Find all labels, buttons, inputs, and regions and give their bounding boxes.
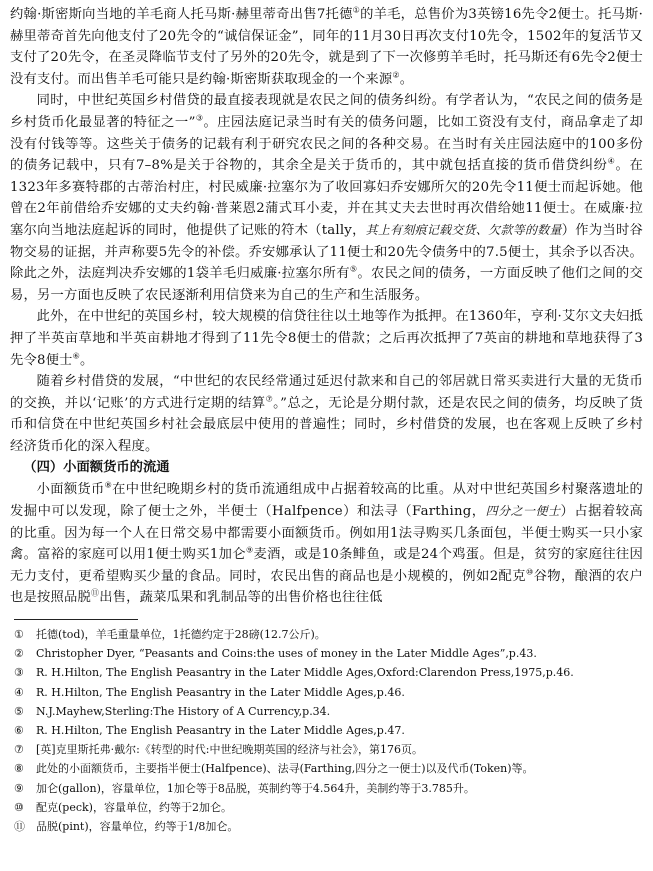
paragraph-text: 在中世纪晚期乡村的货币流通组成中占据着较高的比重。从对中世纪英国乡村聚落遗址的发掘中可以发现，除了便士之外，半便士（Halfpence）和法寻（Farthing，	[10, 482, 644, 520]
footnote	[10, 740, 643, 759]
paragraph-text: 。农民之间的债务，一方面反映了他们之间的交易，另一方面也反映了农民逐渐利用信贷来为自己的生产和生活服务。	[10, 266, 643, 303]
footnote-text: 配克(peck)，容量单位，约等于2加仑。	[36, 800, 232, 814]
footnote	[10, 759, 643, 778]
footnote-number: ②	[14, 647, 24, 661]
footnote-ref[interactable]: ⑧	[104, 481, 113, 491]
footnote-number: ④	[14, 685, 24, 699]
footnote-ref[interactable]: ⑥	[72, 351, 81, 361]
footnote-ref[interactable]: ①	[352, 5, 361, 15]
footnote-ref[interactable]: ⑪	[90, 589, 100, 599]
footnote	[10, 644, 643, 663]
paragraph-text: 谷物，酿酒的农户也是按照品脱	[10, 568, 643, 606]
footnote-number: ⑪	[14, 820, 25, 834]
paragraph-text: 。	[399, 71, 414, 87]
paragraph-text: ）占据着较高的比重。因为每一个人在日常交易中都需要小面额货币。例如用1法寻购买几条面包，半便士购买一只小家禽。富裕的家庭可以用1便士购买1加仑	[10, 504, 644, 563]
footnote-number: ⑥	[14, 724, 24, 738]
paragraph-text: 随着乡村借贷的发展，“中世纪的农民经常通过延迟付款来和自己的邻居就日常买卖进行大量的无货币的交换，并以‘记账’的方式进行定期的结算	[10, 374, 643, 411]
footnote-number: ⑧	[14, 762, 24, 776]
footnote-text: [英]克里斯托弗·戴尔:《转型的时代:中世纪晚期英国的经济与社会》，第176页。	[36, 743, 423, 757]
footnote-ref[interactable]: ③	[195, 113, 204, 123]
paragraph-text: 出售，蔬菜瓜果和乳制品等的出售价格也往往低	[99, 590, 383, 606]
footnote-text: 此处的小面额货币，主要指半便士(Halfpence)、法寻(Farthing,四分之一便士)以及代币(Token)等。	[36, 762, 534, 776]
paragraph-text: 小面额货币	[36, 482, 105, 498]
footnote-ref[interactable]: ⑨	[245, 545, 254, 555]
footnote-text: 托德(tod)，羊毛重量单位，1托德约定于28磅(12.7公斤)。	[36, 628, 326, 642]
footnote-text: Christopher Dyer, “Peasants and Coins:the uses of money in the Later Middle Ages”,p.43.	[36, 647, 537, 661]
paragraph-text: 同时，中世纪英国乡村借贷的最直接表现就是农民之间的债务纠纷。有学者认为，“农民之间的债务是乡村货币化最显著的特征之一”	[10, 93, 643, 130]
paragraph-text: 此外，在中世纪的英国乡村，较大规模的信贷往往以土地等作为抵押。在1360年，亨利·艾尔文夫妇抵押了半英亩草地和半英亩耕地才得到了11先令8便士的借款；之后再次抵押了7英亩的耕地和草地获得了3先令8便士	[10, 309, 643, 368]
footnote-text: 加仑(gallon)，容量单位，1加仑等于8品脱，英制约等于4.564升，美制约等于3.785升。	[36, 781, 475, 795]
footnote	[10, 625, 643, 644]
footnote-number: ③	[14, 666, 24, 680]
footnote	[10, 702, 643, 721]
footnote-text: R. H.Hilton, The English Peasantry in the Later Middle Ages,p.46.	[36, 685, 405, 699]
footnote-number: ⑤	[14, 704, 24, 718]
paragraph-text: 的羊毛，总售价为3英镑16先令2便士。托马斯·赫里蒂奇首先向他支付了20先令的“诚信保证金”，同年的11月30日再次支付10先令，1502年的复活节又支付了20先令，在圣灵降临节支付了另外的20先令，就是到了下一次修剪羊毛时，托马斯还有6先令2便士没有支付。而出售羊毛可能只是约翰·斯密斯获取现金的一个来源	[10, 7, 644, 87]
footnote-ref[interactable]: ④	[607, 156, 616, 166]
paragraph-4	[10, 371, 643, 457]
footnote-ref[interactable]: ⑦	[265, 394, 274, 404]
footnote	[10, 683, 643, 702]
footnote	[10, 663, 643, 682]
italic-note: 其上有刻痕记载交货、欠款等的数量	[365, 222, 562, 237]
paragraph-text: 约翰·斯密斯向当地的羊毛商人托马斯·赫里蒂奇出售7托德	[10, 7, 353, 22]
footnote-ref[interactable]: ②	[392, 70, 400, 80]
paragraph-text: 。”总之，无论是分期付款，还是农民之间的债务，均反映了货币和信贷在中世纪英国乡村社会最底层中使用的普遍性；同时，乡村借贷的发展，也在客观上反映了乡村经济货币化的深入程度。	[10, 395, 644, 454]
paragraph-2	[10, 90, 643, 306]
footnote	[10, 817, 643, 836]
footnote	[10, 798, 643, 817]
footnote-text: 品脱(pint)，容量单位，约等于1/8加仑。	[36, 820, 239, 834]
paragraph-text: ）作为当时谷物交易的证据，并声称要5先令的补偿。乔安娜承认了11便士和20先令债务中的7.5便士，其余予以否决。除此之外，法庭判决乔安娜的1袋羊毛归威廉·拉塞尔所有	[10, 222, 643, 282]
footnote-ref[interactable]: ⑤	[349, 264, 358, 274]
footnote-divider	[14, 619, 138, 620]
footnote-text: N.J.Mayhew,Sterling:The History of A Currency,p.34.	[36, 704, 331, 718]
section-heading: （四）小面额货币的流通	[23, 460, 170, 476]
footnote-number: ⑨	[14, 781, 24, 795]
footnote	[10, 779, 643, 798]
paragraph-1	[10, 4, 643, 90]
footnote-number: ①	[14, 628, 24, 642]
paragraph-text: 。	[80, 352, 94, 368]
paragraph-5	[10, 479, 643, 609]
footnote-number: ⑩	[14, 800, 24, 814]
paragraph-text: 。在1323年多赛特郡的古蒂治村庄，村民威廉·拉塞尔为了收回寡妇乔安娜所欠的20先令11便士而起诉她。他曾在2年前借给乔安娜的丈夫约翰·普莱恩2蒲式耳小麦，并在其丈夫去世时再次借给她11便士。在威廉·拉塞尔向当地法庭起诉的同时，他提供了记账的符木（tally，	[10, 158, 643, 238]
footnote-ref[interactable]: ⑩	[525, 567, 534, 577]
footnote-text: R. H.Hilton, The English Peasantry in the Later Middle Ages,Oxford:Clarendon Press,1975,p.46.	[36, 666, 574, 680]
paragraph-3	[10, 306, 643, 371]
paragraph-text: 麦酒，或是10条鲱鱼，或是24个鸡蛋。但是，贫穷的家庭往往因无力支付，更希望购买少量的食品。同时，农民出售的商品也是小规模的，例如2配克	[10, 547, 644, 584]
document-page	[10, 4, 643, 836]
italic-note: 四分之一便士	[485, 504, 561, 519]
footnote-text: R. H.Hilton, The English Peasantry in the Later Middle Ages,p.47.	[36, 724, 405, 738]
paragraph-text: 。庄园法庭记录当时有关的债务问题，比如工资没有支付，商品拿走了却没有付钱等等。这些关于债务的记载有利于研究农民之间的各种交易。在当时有关庄园法庭中的100多份的债务记载中，只有7–8%是关于谷物的，其余全是关于货币的，其中就包括直接的货币借贷纠纷	[10, 114, 643, 174]
footnote-number: ⑦	[14, 743, 24, 757]
footnote	[10, 721, 643, 740]
footnotes	[10, 625, 643, 836]
